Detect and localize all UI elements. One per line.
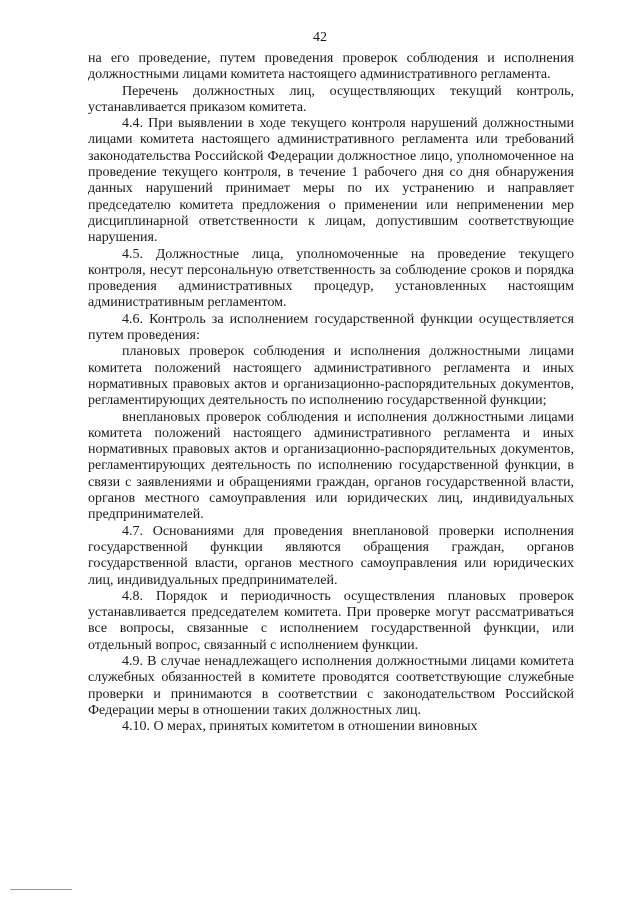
paragraph-planned-inspections: плановых проверок соблюдения и исполнения должностными лицами комитета положений настоящего административного регламента и иных нормативных правовых актов и организационно-распорядительных документов, регламентирующих деятельность по исполнению государственной функции; <box>88 344 574 409</box>
paragraph-continuation: на его проведение, путем проведения проверок соблюдения и исполнения должностными лицами комитета настоящего административного регламента. <box>88 51 574 83</box>
document-body <box>88 51 574 735</box>
paragraph-control-officials: Перечень должностных лиц, осуществляющих текущий контроль, устанавливается приказом комитета. <box>88 83 574 115</box>
paragraph-4-4: 4.4. При выявлении в ходе текущего контроля нарушений должностными лицами комитета настоящего административного регламента или требований законодательства Российской Федерации должностное лицо, уполномоченное на проведение текущего контроля, в течение 1 рабочего дня со дня обнаружения данных нарушений принимает меры по их устранению и направляет председателю комитета предложения о применении или неприменении мер дисциплинарной ответственности к лицам, допустившим соответствующие нарушения. <box>88 116 574 246</box>
paragraph-4-5: 4.5. Должностные лица, уполномоченные на проведение текущего контроля, несут персональную ответственность за соблюдение сроков и порядка проведения административных процедур, установленных настоящим административным регламентом. <box>88 246 574 311</box>
paragraph-4-9: 4.9. В случае ненадлежащего исполнения должностными лицами комитета служебных обязанностей в комитете проводятся соответствующие служебные проверки и принимаются в соответствии с законодательством Российской Федерации меры в отношении таких должностных лиц. <box>88 653 574 718</box>
paragraph-4-6: 4.6. Контроль за исполнением государственной функции осуществляется путем проведения: <box>88 311 574 344</box>
paragraph-4-10: 4.10. О мерах, принятых комитетом в отношении виновных <box>122 719 478 735</box>
page-number: 42 <box>313 30 327 45</box>
paragraph-unplanned-inspections: внеплановых проверок соблюдения и исполнения должностными лицами комитета положений настоящего административного регламента и иных нормативных правовых актов и организационно-распорядительных документов, регламентирующих деятельность по исполнению государственной функции, в связи с заявлениями и обращениями граждан, органов государственной власти, органов местного самоуправления или юридических лиц, индивидуальных предпринимателей. <box>88 409 574 523</box>
paragraph-4-8: 4.8. Порядок и периодичность осуществления плановых проверок устанавливается председателем комитета. При проверке могут рассматриваться все вопросы, связанные с исполнением государственной функции, или отдельный вопрос, связанный с исполнением функции. <box>88 588 574 653</box>
paragraph-4-7: 4.7. Основаниями для проведения внеплановой проверки исполнения государственной функции являются обращения граждан, органов государственной власти, органов местного самоуправления или юридических лиц, индивидуальных предпринимателей. <box>88 523 574 588</box>
footnote-divider <box>10 889 72 890</box>
